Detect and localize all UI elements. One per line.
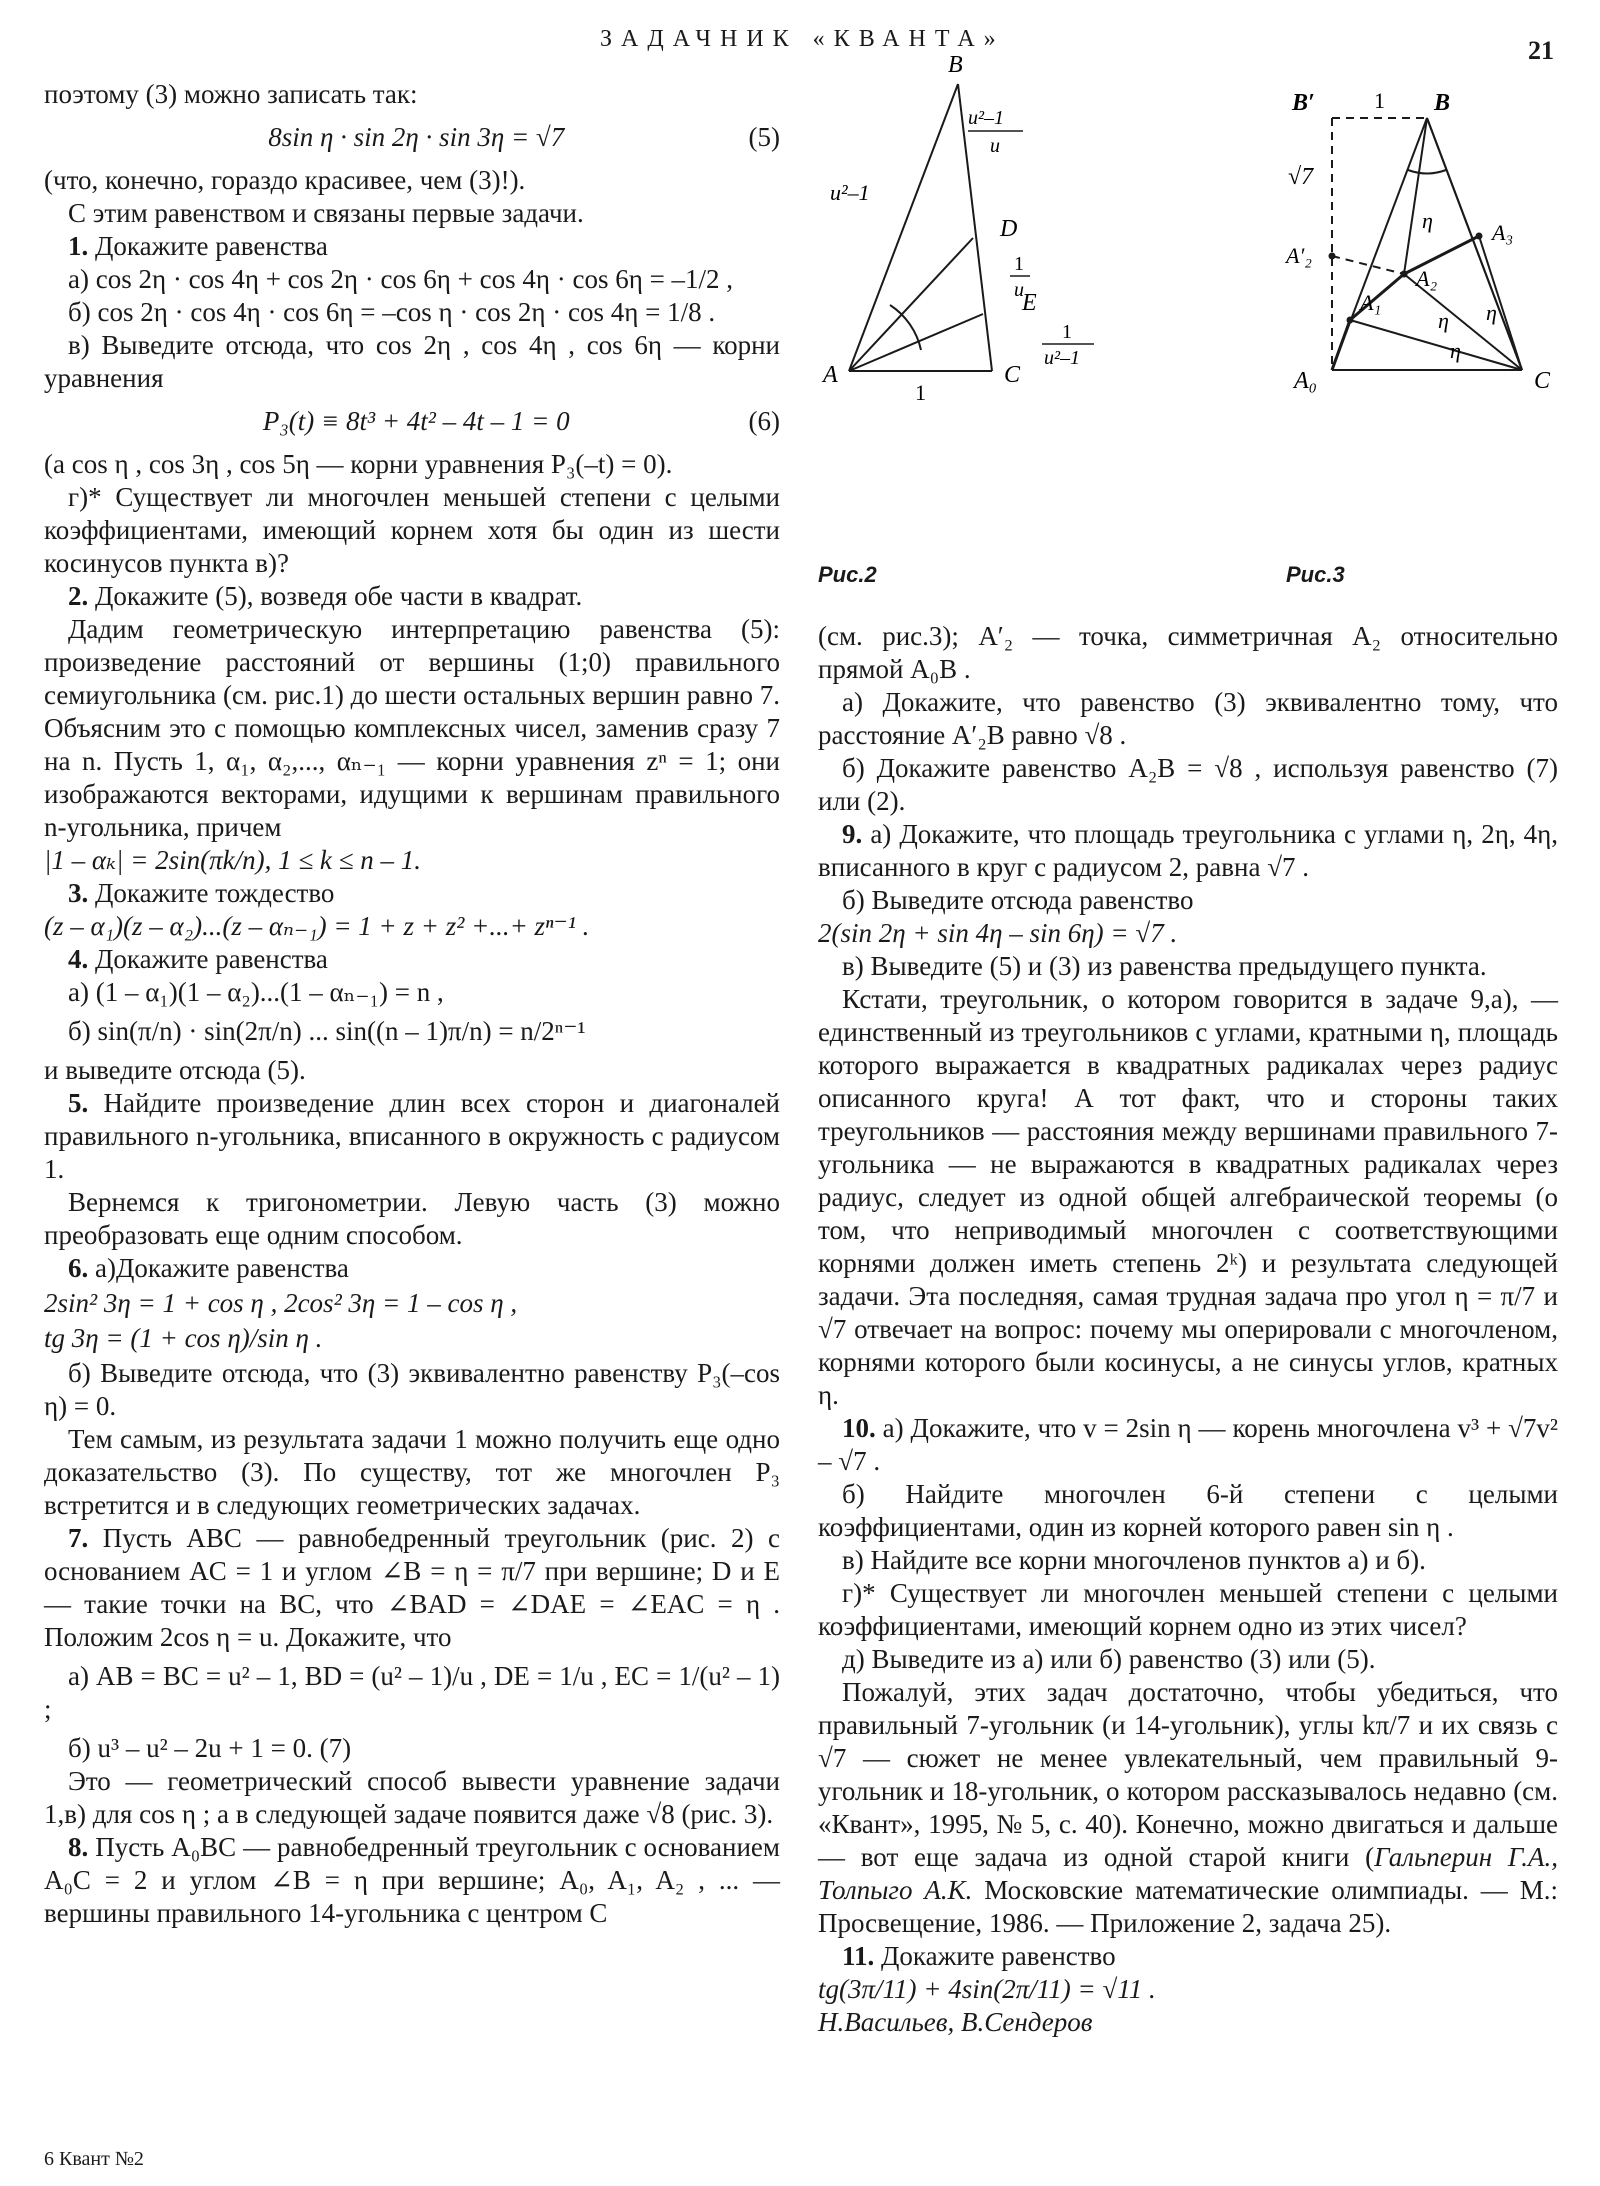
problem-2 [44, 580, 780, 613]
item-b: б) cos 2η · cos 4η · cos 6η = –cos η · cos 2η · cos 4η = 1/8 . [68, 297, 716, 327]
equation-text: P₃(t) ≡ 8t³ + 4t² – 4t – 1 = 0 [262, 406, 570, 436]
equation-5 [44, 121, 780, 154]
paragraph-text: Пожалуй, этих задач достаточно, чтобы убедиться, что правильный 7-угольник (и 14-угольник), углы kπ/7 и их связь с √7 — сюжет не менее увлекательный, чем правильный 9-угольник и 18-угольник, о котором рассказывалось недавно (см. «Квант», 1995, № 5, с. 40). Конечно, можно двигаться и дальше — вот еще задача из одной старой книги ( [818, 1677, 1558, 1872]
fig3-label-c: C [1534, 368, 1551, 394]
paragraph: поэтому (3) можно записать так: [44, 79, 418, 109]
problem-text: Докажите равенства [95, 944, 328, 974]
equation-6 [44, 405, 780, 438]
problem-number: 4. [68, 944, 89, 974]
fig3-label-a2: A₂ [1416, 266, 1438, 291]
left-column [44, 78, 780, 1930]
problem-number: 8. [68, 1832, 89, 1862]
fig2-label-b: B [948, 52, 963, 78]
paragraph: Вернемся к тригонометрии. Левую часть (3) можно преобразовать еще одним способом. [44, 1187, 780, 1250]
problem-number: 7. [68, 1523, 89, 1553]
problem-number: 2. [68, 581, 89, 611]
item-b: б) u³ – u² – 2u + 1 = 0. (7) [68, 1733, 352, 1763]
problem-text: Найдите произведение длин всех сторон и диагоналей правильного n-угольника, вписанного в окружность с радиусом 1. [44, 1088, 780, 1184]
fig3-label-a2p: A′₂ [1286, 243, 1312, 268]
fig3-label-a1: A₁ [1360, 290, 1382, 315]
equation: 2sin² 3η = 1 + cos η , 2cos² 3η = 1 – cos η , [44, 1288, 518, 1318]
item-b: б) Найдите многочлен 6-й степени с целыми коэффициентами, один из корней которого равен sin η . [818, 1479, 1558, 1542]
fig3-label-a3: A₃ [1492, 220, 1514, 245]
equation-number: (6) [748, 406, 780, 436]
fig3-segment-c-a1 [1350, 320, 1522, 370]
item-v: в) Выведите (5) и (3) из равенства предыдущего пункта. [842, 951, 1487, 981]
fig3-label-sqrt7: √7 [1288, 164, 1314, 190]
equation: |1 – αₖ| = 2sin(πk/n), 1 ≤ k ≤ n – 1. [44, 845, 421, 875]
fig2-label-base: 1 [915, 380, 926, 405]
fig3-label-bp: B′ [1292, 90, 1315, 116]
problem-text: Докажите (5), возведя обе части в квадрат. [95, 581, 583, 611]
item-v: в) Выведите отсюда, что cos 2η , cos 4η , cos 6η — корни уравнения [44, 330, 780, 393]
fig3-label-eta-2: η [1486, 300, 1497, 325]
equation: 2(sin 2η + sin 4η – sin 6η) = √7 . [818, 918, 1178, 948]
problem-10 [818, 1412, 1558, 1478]
problem-11 [818, 1940, 1558, 1973]
equation-number: (5) [748, 122, 780, 152]
fig2-label-bd-num: u²–1 [968, 107, 1004, 129]
fig3-dashed-a2-a2p [1332, 256, 1404, 274]
equation-text: 8sin η · sin 2η · sin 3η = √7 [268, 122, 565, 152]
paragraph: Тем самым, из результата задачи 1 можно получить еще одно доказательство (3). По существу, тот же многочлен P₃ встретится и в следующих геометрических задачах. [44, 1424, 780, 1520]
problem-text: Пусть A₀BC — равнобедренный треугольник с основанием A₀C = 2 и углом ∠B = η при вершине; A₀, A₁, A₂ , ... — вершины правильного 14-угольника с центром C [44, 1832, 781, 1928]
right-column [818, 620, 1558, 2039]
fig2-label-ab: u²–1 [830, 180, 870, 205]
problem-number: 9. [842, 819, 863, 849]
item-b: б) sin(π/n) · sin(2π/n) ... sin((n – 1)π/n) = n/2ⁿ⁻¹ [68, 1016, 586, 1046]
problem-1 [44, 230, 780, 263]
problem-3 [44, 877, 780, 910]
paragraph: Это — геометрический способ вывести уравнение задачи 1,в) для cos η ; а в следующей задаче появится даже √8 (рис. 3). [44, 1766, 780, 1829]
figure-2-caption: Рис.2 [818, 562, 877, 587]
fig3-label-eta-3: η [1450, 338, 1461, 363]
paragraph: (см. рис.3); A′₂ — точка, симметричная A₂ относительно прямой A₀B . [818, 621, 1558, 684]
paragraph: Кстати, треугольник, о котором говорится в задаче 9,а), — единственный из треугольников с углами, кратными η, площадь которого выражается в квадратных радикалах через радиус описанного круга! А тот факт, что и стороны таких треугольников — расстояния между вершинами правильного 7-угольника — не выражаются в квадратных радикалах через радиус, следует из одной общей алгебраической теоремы (о том, что неприводимый многочлен с соответствующими корнями должен иметь степень 2ᵏ) и результата следующей задачи. Эта последняя, самая трудная задача про угол η = π/7 и √7 отвечает на вопрос: почему мы оперировали с многочленом, корнями которого были косинусы, а не синусы углов, кратных η. [818, 984, 1558, 1410]
problem-text: а) Докажите, что v = 2sin η — корень многочлена v³ + √7v² – √7 . [818, 1413, 1558, 1476]
item-a: а) AB = BC = u² – 1, BD = (u² – 1)/u , DE = 1/u , EC = 1/(u² – 1) ; [44, 1661, 780, 1724]
problem-text: Докажите тождество [95, 878, 335, 908]
problem-number: 10. [842, 1413, 876, 1443]
item-g: г)* Существует ли многочлен меньшей степени с целыми коэффициентами, имеющий корнем одно из этих чисел? [818, 1578, 1558, 1641]
problem-text: Докажите равенство [881, 1941, 1116, 1971]
citation-source: Московские математические олимпиады. — М.: Просвещение, 1986. — Приложение 2, задача 25). [818, 1875, 1559, 1938]
page-number: 21 [1528, 36, 1554, 65]
problem-7 [44, 1522, 780, 1654]
figure-3-caption: Рис.3 [1286, 562, 1345, 587]
paragraph: и выведите отсюда (5). [44, 1055, 306, 1085]
fig2-segment-ae [849, 314, 983, 371]
item-b: б) Выведите отсюда равенство [842, 885, 1194, 915]
problem-8 [44, 1831, 780, 1930]
fig3-label-eta-1: η [1438, 308, 1449, 333]
item-a: а) Докажите, что равенство (3) эквивалентно тому, что расстояние A′₂B равно √8 . [818, 687, 1558, 750]
problem-number: 5. [68, 1088, 89, 1118]
paragraph: (а cos η , cos 3η , cos 5η — корни уравнения P₃(–t) = 0). [44, 449, 673, 479]
fig2-label-ec-num: 1 [1062, 321, 1072, 343]
item-b: б) Докажите равенство A₂B = √8 , используя равенство (7) или (2). [818, 753, 1558, 816]
problem-5 [44, 1087, 780, 1186]
problem-text: а) Докажите, что площадь треугольника с углами η, 2η, 4η, вписанного в круг с радиусом 2, равна √7 . [818, 819, 1558, 882]
problem-number: 3. [68, 878, 89, 908]
item-v: в) Найдите все корни многочленов пунктов а) и б). [842, 1545, 1426, 1575]
equation: tg 3η = (1 + cos η)/sin η . [44, 1323, 323, 1353]
item-a: а) (1 – α₁)(1 – α₂)...(1 – αₙ₋₁) = n , [68, 977, 444, 1007]
fig3-segment-b-a2 [1404, 118, 1427, 274]
equation: (z – α₁)(z – α₂)...(z – αₙ₋₁) = 1 + z + z² +...+ zⁿ⁻¹ . [44, 911, 590, 941]
fig3-label-one: 1 [1374, 88, 1385, 113]
item-g: г)* Существует ли многочлен меньшей степени с целыми коэффициентами, имеющий корнем хотя бы один из шести косинусов пункта в)? [44, 482, 780, 578]
problem-4 [44, 943, 780, 976]
page-footer: 6 Квант №2 [44, 2148, 144, 2170]
problem-number: 1. [68, 231, 89, 261]
fig2-label-e: E [1022, 290, 1037, 316]
fig2-label-c: C [1004, 362, 1021, 388]
fig2-label-de-den: u [1014, 279, 1024, 301]
equation: tg(3π/11) + 4sin(2π/11) = √11 . [818, 1974, 1156, 2004]
item-a: а) cos 2η · cos 4η + cos 2η · cos 6η + cos 4η · cos 6η = –1/2 , [68, 264, 734, 294]
item-b: б) Выведите отсюда, что (3) эквивалентно равенству P₃(–cos η) = 0. [44, 1358, 780, 1421]
citation-authors: Гальперин Г.А., Толпыго А.К. [818, 1842, 1558, 1905]
problem-text: Пусть ABC — равнобедренный треугольник (рис. 2) с основанием AC = 1 и углом ∠B = η = π/7 при вершине; D и E — такие точки на BC, что ∠BAD = ∠DAE = ∠EAC = η . Положим 2cos η = u. Докажите, что [44, 1523, 781, 1652]
fig2-label-ec-den: u²–1 [1044, 347, 1080, 369]
fig2-label-bd-den: u [990, 135, 1000, 157]
fig3-label-b: B [1434, 90, 1451, 116]
figure-3 [1270, 50, 1570, 450]
paragraph: Дадим геометрическую интерпретацию равенства (5): произведение расстояний от вершины (1;0) правильного семиугольника (см. рис.1) до шести остальных вершин равно 7. Объясним это с помощью комплексных чисел, заменив сразу 7 на n. Пусть 1, α₁, α₂,..., αₙ₋₁ — корни уравнения zⁿ = 1; они изображаются векторами, идущими к вершинам правильного n-угольника, причем [44, 614, 780, 842]
fig3-angle-arc-top [1408, 170, 1446, 173]
fig2-side-ab [849, 84, 958, 371]
paragraph: (что, конечно, гораздо красивее, чем (3)!). [44, 165, 526, 195]
item-d: д) Выведите из а) или б) равенство (3) или (5). [842, 1644, 1376, 1674]
problem-text: а)Докажите равенства [95, 1253, 349, 1283]
problem-number: 6. [68, 1253, 89, 1283]
paragraph [818, 1676, 1558, 1940]
authors-signature: Н.Васильев, В.Сендеров [818, 2007, 1093, 2037]
fig2-label-de-num: 1 [1014, 253, 1024, 275]
problem-9 [818, 818, 1558, 884]
figure-2 [818, 50, 1198, 450]
fig2-label-a: A [823, 362, 838, 388]
problem-number: 11. [842, 1941, 875, 1971]
fig2-label-d: D [1000, 216, 1018, 242]
problem-6 [44, 1252, 780, 1285]
paragraph: С этим равенством и связаны первые задачи. [68, 198, 584, 228]
fig3-label-eta-top: η [1422, 208, 1433, 233]
fig3-segment-a0-a1 [1332, 320, 1350, 370]
problem-text: Докажите равенства [95, 231, 328, 261]
journal-header: ЗАДАЧНИК «КВАНТА» [600, 26, 1005, 52]
fig3-label-a0: A₀ [1294, 368, 1318, 394]
fig2-segment-ad [849, 238, 973, 371]
